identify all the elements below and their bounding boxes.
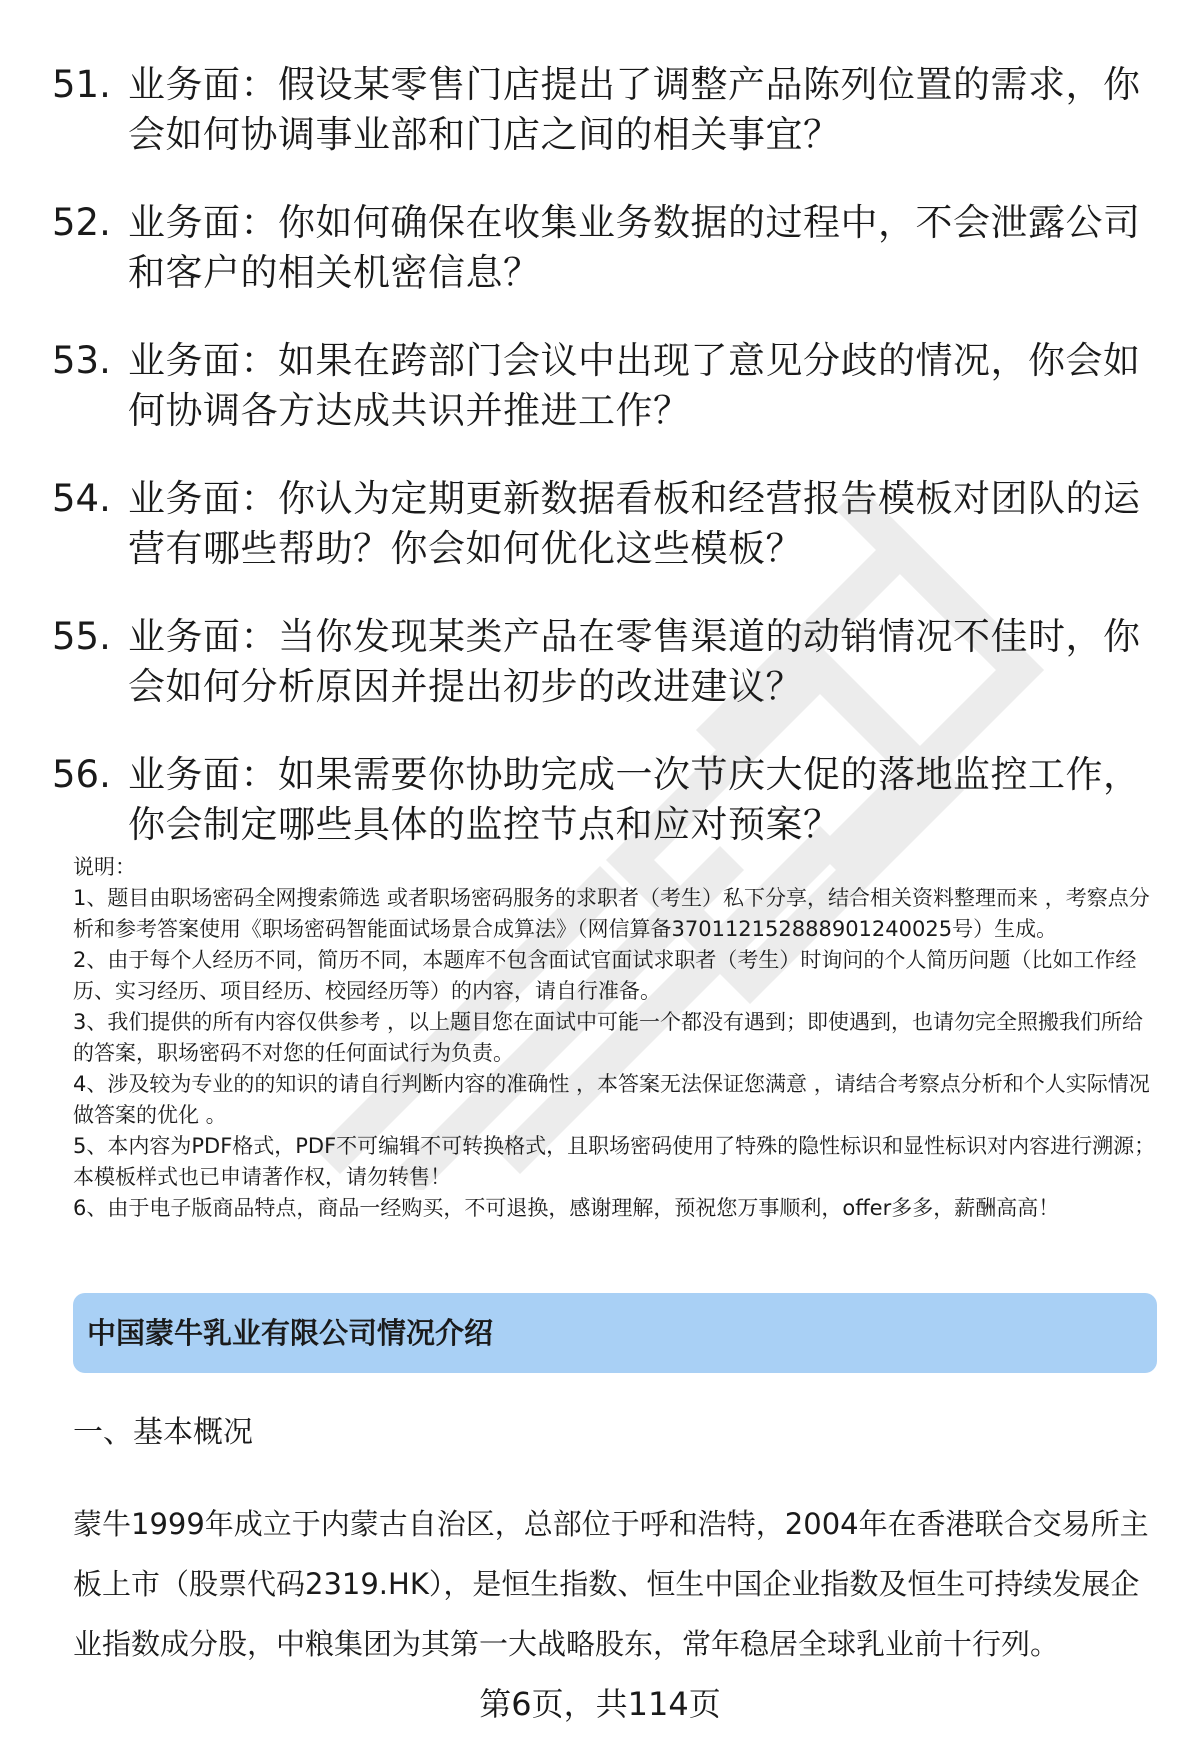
question-item bbox=[52, 198, 1152, 298]
question-number: 54. bbox=[52, 477, 111, 520]
subsection-heading: 一、基本概况 bbox=[73, 1415, 253, 1450]
question-number: 56. bbox=[52, 753, 111, 796]
question-text: 业务面：你认为定期更新数据看板和经营报告模板对团队的运营有哪些帮助？你会如何优化这些模板？ bbox=[128, 477, 1141, 570]
section-banner-title: 中国蒙牛乳业有限公司情况介绍 bbox=[87, 1316, 494, 1350]
question-number: 53. bbox=[52, 339, 111, 382]
question-item bbox=[52, 750, 1152, 850]
question-text: 业务面：假设某零售门店提出了调整产品陈列位置的需求，你会如何协调事业部和门店之间的相关事宜？ bbox=[128, 63, 1141, 156]
notes-title: 说明： bbox=[73, 855, 136, 879]
question-list bbox=[52, 60, 1152, 888]
question-number: 51. bbox=[52, 63, 111, 106]
question-item bbox=[52, 60, 1152, 160]
question-text: 业务面：如果需要你协助完成一次节庆大促的落地监控工作，你会制定哪些具体的监控节点和应对预案？ bbox=[128, 753, 1141, 846]
intro-paragraph: 蒙牛1999年成立于内蒙古自治区，总部位于呼和浩特，2004年在香港联合交易所主板上市（股票代码2319.HK），是恒生指数、恒生中国企业指数及恒生可持续发展企业指数成分股，中粮集团为其第一大战略股东，常年稳居全球乳业前十行列。 bbox=[73, 1507, 1149, 1661]
question-text: 业务面：当你发现某类产品在零售渠道的动销情况不佳时，你会如何分析原因并提出初步的改进建议？ bbox=[128, 615, 1141, 708]
question-item bbox=[52, 474, 1152, 574]
note-item: 1、题目由职场密码全网搜索筛选 或者职场密码服务的求职者（考生）私下分享，结合相关资料整理而来 ，考察点分析和参考答案使用《职场密码智能面试场景合成算法》（网信算备370112152888901240025号）生成。 bbox=[73, 886, 1150, 941]
question-number: 55. bbox=[52, 615, 111, 658]
section-banner bbox=[73, 1293, 1157, 1373]
question-text: 业务面：你如何确保在收集业务数据的过程中，不会泄露公司和客户的相关机密信息？ bbox=[128, 201, 1141, 294]
question-item bbox=[52, 612, 1152, 712]
note-item: 4、涉及较为专业的的知识的请自行判断内容的准确性 ，本答案无法保证您满意 ，请结合考察点分析和个人实际情况做答案的优化 。 bbox=[73, 1072, 1150, 1127]
question-number: 52. bbox=[52, 201, 111, 244]
note-item: 6、由于电子版商品特点，商品一经购买，不可退换，感谢理解，预祝您万事顺利，offer多多，薪酬高高！ bbox=[73, 1196, 1060, 1220]
page-footer: 第6页，共114页 bbox=[479, 1685, 721, 1723]
note-item: 5、本内容为PDF格式，PDF不可编辑不可转换格式，且职场密码使用了特殊的隐性标识和显性标识对内容进行溯源；本模板样式也已申请著作权，请勿转售！ bbox=[73, 1134, 1156, 1189]
question-item bbox=[52, 336, 1152, 436]
disclaimer-notes bbox=[73, 852, 1158, 1224]
note-item: 3、我们提供的所有内容仅供参考 ，以上题目您在面试中可能一个都没有遇到；即使遇到，也请勿完全照搬我们所给的答案，职场密码不对您的任何面试行为负责。 bbox=[73, 1010, 1144, 1065]
note-item: 2、由于每个人经历不同，简历不同，本题库不包含面试官面试求职者（考生）时询问的个人简历问题（比如工作经历、实习经历、项目经历、校园经历等）的内容，请自行准备。 bbox=[73, 948, 1137, 1003]
question-text: 业务面：如果在跨部门会议中出现了意见分歧的情况，你会如何协调各方达成共识并推进工作？ bbox=[128, 339, 1141, 432]
